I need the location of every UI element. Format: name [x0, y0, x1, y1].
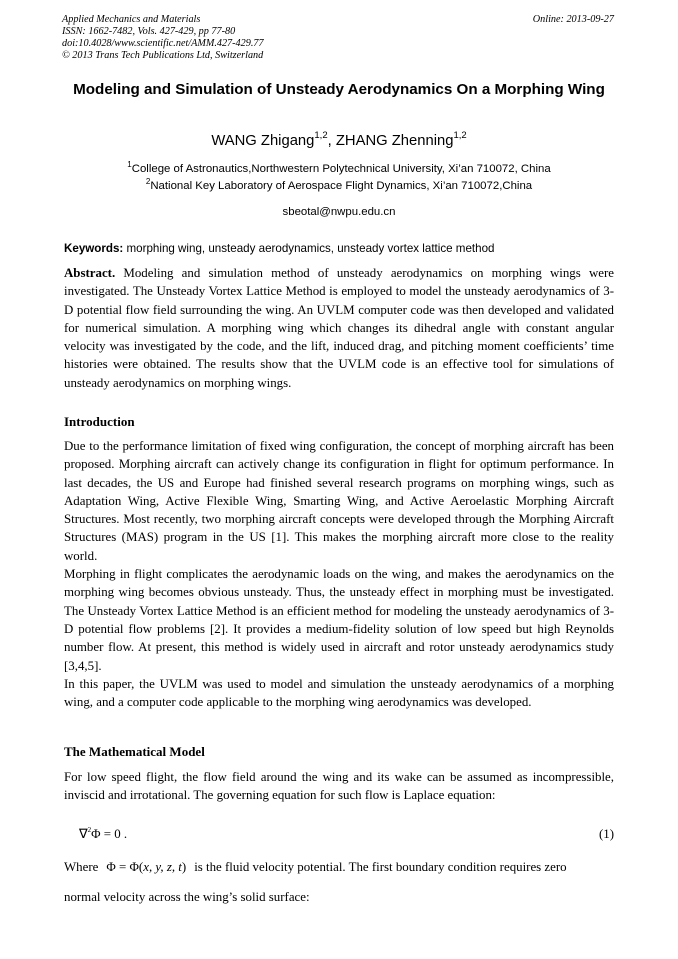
- journal-name: Applied Mechanics and Materials: [62, 14, 201, 25]
- nabla-power: 2: [87, 826, 92, 834]
- affiliation-1: [62, 162, 616, 176]
- issn-line: ISSN: 1662-7482, Vols. 427-429, pp 77-80: [62, 26, 236, 37]
- author-2: ZHANG Zhenning: [335, 133, 454, 149]
- intro-paragraph-1: Due to the performance limitation of fixed wing configuration, the concept of morphing aircraft has been proposed. Morphing aircraft can actively change its configuration in flight for optimum performance. In last decades, the US and Europe had finished several research programs on morphing wings, such as Adaptation Wing, Active Flexible Wing, Smarting Wing, and Active Aeroelastic Morphing Aircraft Structures. Most recently, two morphing aircraft concepts were developed through the Morphing Aircraft Structures (MAS) program in the US [1]. This makes the morphing aircraft more close to the reality world.: [64, 439, 614, 563]
- author-1-affil: 1,2: [314, 130, 328, 141]
- equation-number: (1): [598, 827, 614, 841]
- keywords-line: [64, 241, 616, 256]
- affiliation-1-mark: 1: [127, 160, 132, 169]
- author-separator: ,: [327, 133, 336, 149]
- intro-paragraph-2: Morphing in flight complicates the aerodynamic loads on the wing, and makes the aerodynamics on the morphing wing becomes obvious unsteady. Thus, the unsteady effect in morphing must be investigated. The Unsteady Vortex Lattice Method is an efficient method for modeling the unsteady aerodynamics of 3-D potential flow problems [2]. It provides a medium-fidelity solution of low speed but high Reynolds number flow. At present, this method is widely used in aircraft and rotor unsteady aerodynamics study [3,4,5].: [64, 567, 614, 673]
- affiliation-1-text: College of Astronautics,Northwestern Polytechnical University, Xi’an 710072, China: [131, 163, 551, 175]
- equation-body: Φ = 0 .: [91, 827, 128, 841]
- author-email[interactable]: sbeotal@nwpu.edu.cn: [282, 206, 396, 218]
- doi-line: doi:10.4028/www.scientific.net/AMM.427-429.77: [62, 38, 264, 49]
- affiliation-2-mark: 2: [145, 177, 151, 186]
- potential-lhs: Φ = Φ(: [106, 860, 144, 874]
- introduction-heading: Introduction: [64, 414, 135, 429]
- math-model-heading: The Mathematical Model: [64, 744, 205, 759]
- potential-vars: x, y, z, t: [143, 860, 182, 874]
- author-2-affil: 1,2: [453, 130, 467, 141]
- boundary-condition-text: normal velocity across the wing’s solid surface:: [64, 890, 310, 904]
- author-1: WANG Zhigang: [211, 133, 315, 149]
- abstract-text: Modeling and simulation method of unsteady aerodynamics on morphing wings were investigated. The Unsteady Vortex Lattice Method is employed to model the unsteady aerodynamics of 3-D potential flow field surrounding the wing. An UVLM computer code was then developed and validated for numerical simulation. A morphing wing which changes its dihedral angle with constant angular velocity was investigated by the code, and the lift, induced drag, and pitching moment coefficients’ time histories were obtained. The results show that the UVLM code is an effective tool for simulations of unsteady aerodynamics on morphing wings.: [64, 266, 614, 390]
- affiliation-2: [62, 179, 616, 193]
- paper-title: Modeling and Simulation of Unsteady Aerodynamics On a Morphing Wing: [73, 81, 605, 98]
- journal-header: [62, 14, 264, 62]
- abstract-label: Abstract.: [64, 266, 116, 280]
- abstract-paragraph: [64, 264, 614, 392]
- intro-paragraph-3: In this paper, the UVLM was used to model and simulation the unsteady aerodynamics of a morphing wing, and a computer code applicable to the morphing wing aerodynamics was developed.: [64, 676, 614, 710]
- keywords-label: Keywords:: [64, 242, 124, 255]
- copyright-line: © 2013 Trans Tech Publications Ltd, Switzerland: [62, 50, 264, 61]
- online-date: Online: 2013-09-27: [532, 14, 614, 25]
- math-model-paragraph: For low speed flight, the flow field around the wing and its wake can be assumed as incompressible, inviscid and irrotational. The governing equation for such flow is Laplace equation:: [64, 770, 614, 803]
- potential-rhs: ): [181, 860, 187, 874]
- where-tail: is the fluid velocity potential. The first boundary condition requires zero: [194, 860, 567, 874]
- where-lead: Where: [64, 860, 99, 874]
- nabla-symbol: ∇: [79, 827, 88, 841]
- introduction-body: [64, 437, 614, 711]
- laplace-equation: [79, 826, 127, 842]
- author-line: [62, 131, 616, 151]
- affiliation-2-text: National Key Laboratory of Aerospace Flight Dynamics, Xi’an 710072,China: [150, 180, 533, 192]
- keywords-text: morphing wing, unsteady aerodynamics, unsteady vortex lattice method: [123, 242, 495, 255]
- potential-expression: [106, 860, 186, 874]
- where-line: [64, 858, 614, 876]
